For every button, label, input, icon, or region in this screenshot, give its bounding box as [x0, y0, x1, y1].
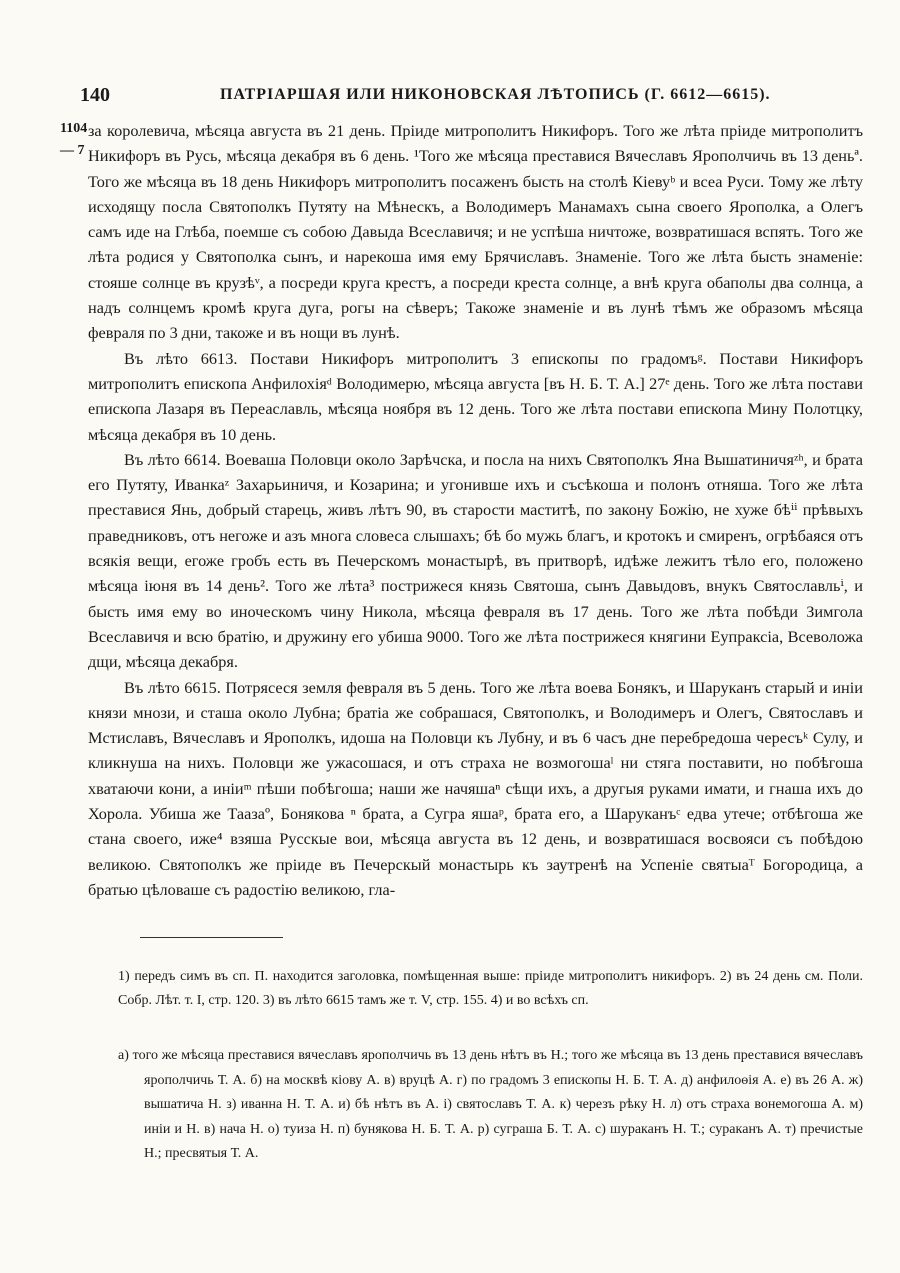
- letter-footnotes: [118, 1044, 863, 1167]
- paragraph-4: Въ лѣто 6615. Потрясеся земля февраля въ 5 день. Того же лѣта воева Бонякъ, и Шаруканъ старый и иніи князи мнози, и сташа около Лубна; братіа же собрашася, Святополкъ, и Володимеръ и Олегъ, Святославъ и Мстиславъ, Вячеславъ и Ярополкъ, идоша на Половци къ Лубну, и въ 6 часъ дне перебредоша чересъᵏ Сулу, и кликнуша на нихъ. Половци же ужасошася, и отъ страха не возмогошаˡ ни стяга поставити, но побѣгоша хватаючи кони, а иніиᵐ пѣши побѣгоша; наши же начяшаⁿ сѣщи ихъ, а другыя руками имати, и гнаша ихъ до Хорола. Убиша же Таазаº, Бонякова ⁿ брата, а Сугра яшаᵖ, брата его, а Шаруканъᶜ едва утече; отбѣгоша же стана своего, иже⁴ взяша Русскые вои, мѣсяца августа въ 12 день, и возвратишася восвояси съ побѣдою великою. Святополкъ же пріиде въ Печерскый монастырь къ заутренѣ на Успеніе святыаᵀ Богородица, а братью цѣловаше съ радостію великою, гла-: [88, 677, 863, 899]
- paragraph-1: за королевича, мѣсяца августа въ 21 день. Пріиде митрополитъ Никифоръ. Того же лѣта пріиде митрополитъ Никифоръ въ Русь, мѣсяца декабря въ 6 день. ¹Того же мѣсяца преставися Вячеславъ Ярополчичь въ 13 деньª. Того же мѣсяца въ 18 день Никифоръ митрополитъ посаженъ бысть на столѣ Кіевуᵇ и всеа Руси. Тому же лѣту исходящу посла Святополкъ Путяту на Мѣнескъ, а Володимеръ Манамахъ сына своего Ярополка, а Олегъ самъ иде на Глѣба, поемше съ собою Давыда Всеславичя; и не успѣша ничтоже, возвратишася вспять. Того же лѣта родися у Святополка сынъ, и нарекоша имя ему Брячиславъ. Знаменіе. Того же лѣта бысть знаменіе: стояше солнце въ крузѣᵛ, а посреди круга крестъ, а посреди креста солнце, а внѣ круга обаполы два солнца, а надъ солнцемъ кромѣ круга дуга, рогы на сѣверъ; Такоже знаменіе и въ лунѣ тѣмъ же образомъ мѣсяца февраля по 3 дни, такоже и въ нощи въ лунѣ.: [88, 121, 863, 343]
- page-header: [68, 84, 848, 112]
- page-number: 140: [80, 84, 110, 106]
- footnote-divider: [140, 937, 283, 938]
- paragraph-3: Въ лѣто 6614. Воеваша Половци около Зарѣчска, и посла на нихъ Святополкъ Яна Вышатиничяᶻʰ, и брата его Путяту, Иванкаᶻ Захарьиничя, и Козарина; и угонивше ихъ и съсѣкоша и полонъ отняша. Того же лѣта преставися Янь, добрый старець, живъ лѣтъ 90, въ старости маститѣ, по закону Божію, не хуже бѣⁱⁱ прѣвыхъ праведниковъ, отъ негоже и азъ многа словеса слышахъ; бѣ бо мужь благъ, и кротокъ и смиренъ, огрѣбаяся отъ всякія вещи, егоже гробъ есть въ Печерскомъ монастырѣ, въ притворѣ, идѣже лежитъ тѣло его, положено мѣсяца іюня въ 14 день². Того же лѣта³ пострижеся князь Святоша, сынъ Давыдовъ, внукъ Святославльⁱ, и бысть имя ему во иноческомъ чину Никола, мѣсяца февраля въ 17 день. Того же лѣта побѣди Зимгола Всеславичя и всю братію, и дружину его убиша 9000. Того же лѣта пострижеся княгини Еупраксіа, Всеволожа дщи, мѣсяца декабря.: [88, 449, 863, 672]
- margin-range: — 7: [60, 143, 85, 158]
- margin-year: 1104: [60, 121, 88, 136]
- running-title: ПАТРІАРШАЯ ИЛИ НИКОНОВСКАЯ ЛѢТОПИСЬ (Г. 6612—6615).: [220, 86, 771, 103]
- footnote-numeric-text: 1) передъ симъ въ сп. П. находится заголовка, помѣщенная выше: пріиде митрополитъ никифоръ. 2) въ 24 день см. Поли. Собр. Лѣт. т. I, стр. 120. 3) въ лѣто 6615 тамъ же т. V, стр. 155. 4) и во всѣхъ сп.: [118, 969, 863, 1008]
- footnote-letter-text: а) того же мѣсяца преставися вячеславъ ярополчичь въ 13 день нѣтъ въ Н.; того же мѣсяца въ 13 день преставися вячеславъ ярополчичь Т. А. б) на москвѣ кіову А. в) вруцѣ А. г) по градомъ 3 епископы Н. Б. Т. А. д) анфилоѳія А. е) въ 26 А. ж) вышатича Н. з) иванна Н. Т. А. и) бѣ нѣтъ въ А. і) святославъ Т. А. к) черезъ рѣку Н. л) отъ страха вонемогоша А. м) иніи и Н. в) нача Н. о) туиза Н. п) бунякова Н. Б. Т. А. р) сугpaша Б. Т. А. с) шураканъ Н. Т.; суракaнъ А. т) пречистые Н.; пресвятыя Т. А.: [118, 1048, 863, 1161]
- main-text: [88, 118, 863, 902]
- paragraph-2: Въ лѣто 6613. Постави Никифоръ митрополитъ 3 епископы по градомъᵍ. Постави Никифоръ митрополитъ епископа Анфилохіяᵈ Володимерю, мѣсяца августа [въ Н. Б. Т. А.] 27ᵉ день. Того же лѣта постави епископа Лазаря въ Переаславль, мѣсяца ноября въ 12 день. Того же лѣта постави епископа Мину Полотцку, мѣсяца декабря въ 10 день.: [88, 348, 863, 444]
- numeric-footnotes: [118, 965, 863, 1013]
